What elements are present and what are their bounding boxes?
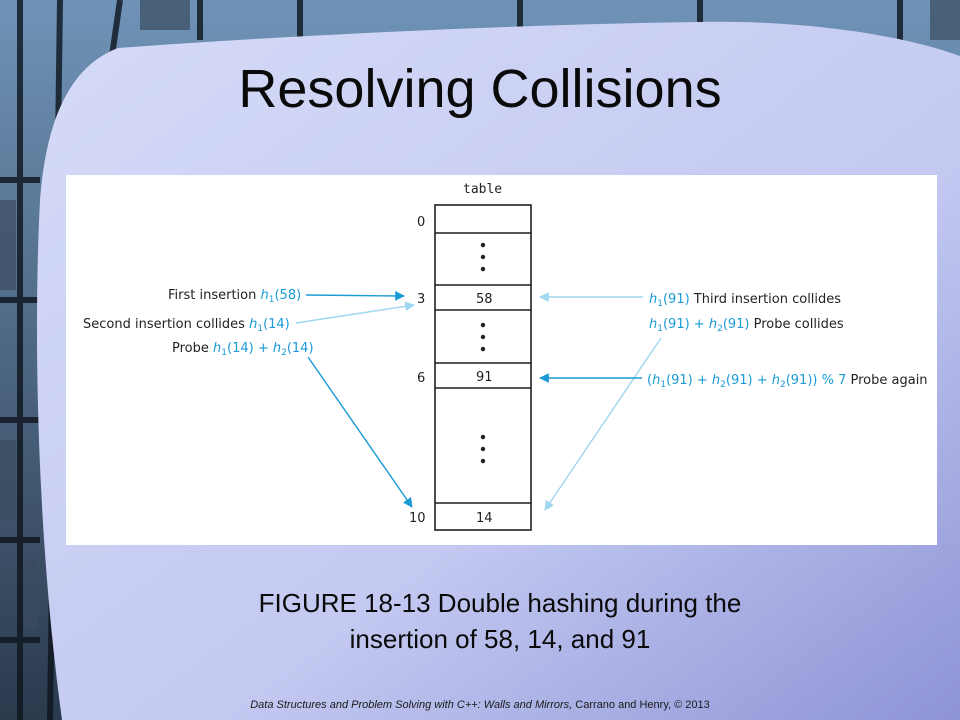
ellipsis-dots (481, 243, 485, 463)
label-third-insertion: $h_1(91)$ Third insertion collides (649, 292, 842, 309)
double-hashing-figure (66, 175, 937, 545)
index-10: 10 (409, 511, 426, 526)
caption-line-1: FIGURE 18-13 Double hashing during the (258, 588, 742, 618)
index-3: 3 (417, 292, 426, 307)
slide-title: Resolving Collisions (238, 59, 722, 119)
arrow-second-insertion (296, 305, 414, 323)
table-label: table (463, 182, 503, 197)
slide-footer (0, 699, 960, 711)
label-first-insertion: First insertion $h_1(58)$ (168, 288, 302, 305)
figure-caption (120, 585, 880, 657)
footer-authors: Carrano and Henry, © 2013 (572, 699, 710, 711)
label-probe-again: $(h_1(91) + h_2(91) + h_2(91))$ % 7 Probe again (647, 373, 928, 390)
hash-table (435, 205, 531, 530)
arrow-first-insertion (306, 295, 404, 296)
arrow-probe-14 (308, 357, 412, 507)
caption-line-2: insertion of 58, 14, and 91 (349, 624, 651, 654)
footer-book-title: Data Structures and Problem Solving with C++: Walls and Mirrors, (250, 699, 573, 711)
index-6: 6 (417, 371, 426, 386)
hash-table-diagram (66, 175, 937, 545)
label-probe-collides: $h_1(91) + h_2(91)$ Probe collides (649, 317, 844, 334)
cell-value-58: 58 (476, 292, 493, 307)
label-probe-14: Probe $h_1(14) + h_2(14)$ (172, 341, 314, 358)
arrow-probe-collides (545, 338, 661, 510)
label-second-insertion: Second insertion collides $h_1(14)$ (83, 317, 290, 334)
cell-value-91: 91 (476, 370, 493, 385)
index-0: 0 (417, 215, 426, 230)
cell-value-14: 14 (476, 511, 493, 526)
